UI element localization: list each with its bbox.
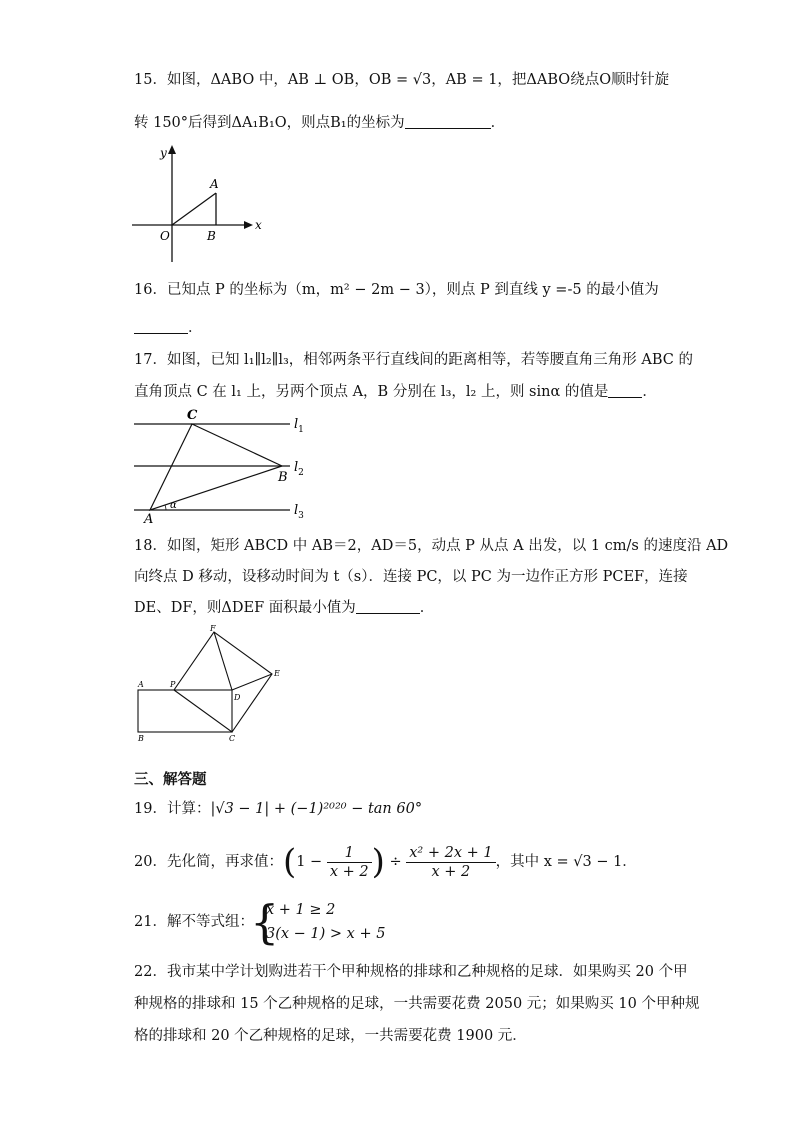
q15-y-arrow <box>168 145 176 154</box>
q21-brace: { <box>250 895 280 949</box>
q16-answer-blank <box>134 318 188 334</box>
q17-label-l3: $l_3$ <box>294 503 304 521</box>
q18-label-B: B <box>138 734 144 743</box>
q16-line2 <box>134 318 203 338</box>
q19-label: 19．计算： <box>134 801 211 817</box>
q18-segment-DF <box>214 632 232 690</box>
q17-text: 直角顶点 C 在 l₁ 上，另两个顶点 A，B 分别在 l₃，l₂ 上，则 sinα 的值是 <box>134 384 609 400</box>
q22-line3: 格的排球和 20 个乙种规格的足球，一共需要花费 1900 元． <box>134 1028 527 1044</box>
q15-end: ． <box>490 115 506 131</box>
q15-line2 <box>134 113 505 133</box>
q17-answer-blank <box>608 382 642 398</box>
q18-line1: 18．如图，矩形 ABCD 中 AB＝2，AD＝5，动点 P 从点 A 出发，以 1 cm/s 的速度沿 AD <box>134 538 729 554</box>
q18-label-C: C <box>229 734 236 743</box>
q17-triangle <box>150 424 282 510</box>
q18-rectangle-ABCD <box>138 690 232 732</box>
q17-label-C: C <box>187 408 198 423</box>
q18-line2: 向终点 D 移动，设移动时间为 t（s）．连接 PC，以 PC 为一边作正方形 PCEF，连接 <box>134 569 688 585</box>
q15-answer-blank <box>405 113 491 129</box>
q20-line <box>134 842 637 882</box>
q19-expression: |√3 − 1| + (−1)²⁰²⁰ − tan 60° <box>210 801 423 817</box>
q18-text: DE、DF，则ΔDEF 面积最小值为 <box>134 600 356 616</box>
q17-label-A: A <box>144 512 154 526</box>
q17-label-l2: $l_2$ <box>294 460 304 478</box>
q15-segment-OA <box>172 193 216 225</box>
q22-line1: 22．我市某中学计划购进若干个甲种规格的排球和乙种规格的足球．如果购买 20 个甲 <box>134 964 688 980</box>
q20-frac1-numerator: 1 <box>327 844 372 863</box>
q17-label-l1: $l_1$ <box>294 417 304 435</box>
q18-label-F: F <box>210 624 216 633</box>
q17-line2 <box>134 382 657 402</box>
q15-label-O: O <box>160 229 170 243</box>
q15-line1: 15．如图，ΔABO 中，AB ⊥ OB，OB = √3，AB = 1，把ΔABO绕点O顺时针旋 <box>134 72 670 88</box>
q21-inequality-2: 3(x − 1) > x + 5 <box>266 926 386 942</box>
q18-label-A: A <box>138 680 144 689</box>
q17-angle-arc <box>165 505 166 510</box>
q16-line1: 16．已知点 P 的坐标为（m，m² − 2m − 3），则点 P 到直线 y =-5 的最小值为 <box>134 282 659 298</box>
q20-label: 20．先化简，再求值： <box>134 854 283 870</box>
q15-text: 转 150°后得到ΔA₁B₁O，则点B₁的坐标为 <box>134 115 405 131</box>
q15-label-x: x <box>255 218 262 232</box>
q18-label-P: P <box>170 680 176 689</box>
q17-label-alpha: α <box>170 500 177 511</box>
q20-fraction-1 <box>327 844 372 881</box>
q19-line <box>134 799 422 819</box>
section-heading: 三、解答题 <box>134 772 207 788</box>
q15-label-B: B <box>207 229 216 243</box>
q21-inequality-1: x + 1 ≥ 2 <box>266 902 336 918</box>
q20-fraction-2 <box>406 844 495 881</box>
q20-tail: ，其中 x = √3 − 1． <box>495 854 637 870</box>
q20-right-paren: ) <box>371 842 385 882</box>
q20-left-paren: ( <box>282 842 297 882</box>
q15-figure <box>128 142 268 266</box>
q20-one-minus: 1 − <box>296 854 323 870</box>
q21-block <box>134 895 434 949</box>
q17-label-B: B <box>278 470 288 485</box>
q20-frac2-numerator: x² + 2x + 1 <box>406 844 495 863</box>
q17-end: ． <box>642 384 657 400</box>
q18-end: ． <box>419 600 435 616</box>
q18-label-E: E <box>274 669 280 678</box>
q20-frac1-denominator: x + 2 <box>329 863 369 880</box>
q15-label-A: A <box>210 177 219 191</box>
q22-line2: 种规格的排球和 15 个乙种规格的足球，一共需要花费 2050 元；如果购买 10 个甲种规 <box>134 996 700 1012</box>
q18-label-D: D <box>234 693 241 702</box>
q20-divide: ÷ <box>389 854 402 870</box>
q18-figure <box>130 624 290 746</box>
q18-square-PCEF <box>174 632 272 732</box>
q21-label: 21．解不等式组： <box>134 914 254 930</box>
q18-line3 <box>134 598 434 618</box>
q17-figure <box>132 404 312 526</box>
q18-answer-blank <box>356 598 420 614</box>
q17-line1: 17．如图，已知 l₁∥l₂∥l₃，相邻两条平行直线间的距离相等，若等腰直角三角形 ABC 的 <box>134 352 694 368</box>
q15-x-arrow <box>244 221 253 229</box>
q20-frac2-denominator: x + 2 <box>431 863 471 880</box>
q15-label-y: y <box>160 146 167 160</box>
q16-end: ． <box>188 320 203 336</box>
